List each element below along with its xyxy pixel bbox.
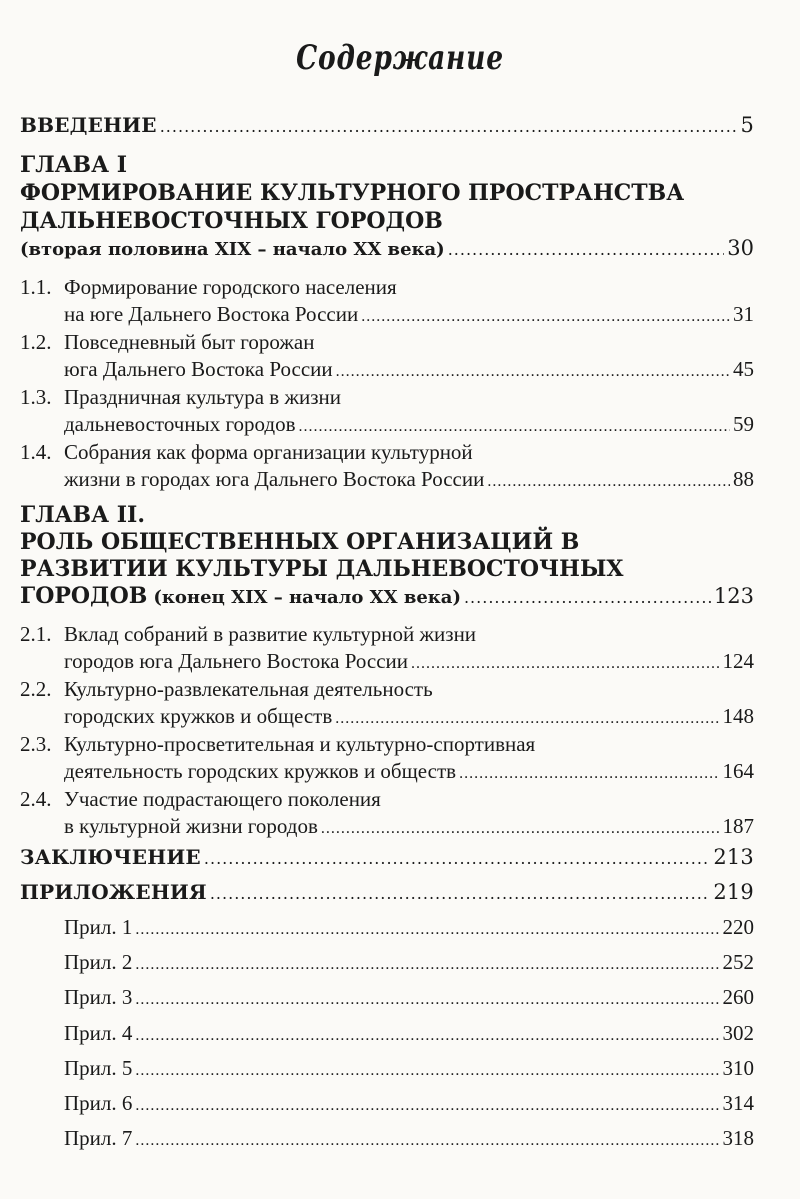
leader-dots <box>135 956 719 974</box>
section-title-line1: Участие подрастающего поколения <box>64 787 381 811</box>
toc-entry-chapter2 <box>20 583 754 609</box>
page-number: 31 <box>733 302 754 326</box>
page-number: 148 <box>722 704 754 728</box>
section-entry <box>64 759 754 784</box>
section-number: 2.1. <box>20 622 52 646</box>
section-2-4-line1 <box>20 787 381 812</box>
appendix-label: Прил. 6 <box>64 1091 133 1115</box>
section-title-line2: городских кружков и обществ <box>64 704 333 728</box>
appendix-item <box>64 1021 754 1046</box>
section-1-1-line1 <box>20 275 397 300</box>
page-number: 260 <box>722 985 754 1010</box>
leader-dots <box>487 473 730 491</box>
leader-dots <box>135 1027 719 1045</box>
leader-dots <box>361 308 730 326</box>
section-number: 1.2. <box>20 330 52 354</box>
leader-dots <box>464 588 711 607</box>
leader-dots <box>459 765 719 783</box>
section-1-3-line1 <box>20 385 341 410</box>
leader-dots <box>135 1132 719 1150</box>
toc-entry-appendices <box>20 880 754 904</box>
page-number: 59 <box>733 412 754 436</box>
page-number: 213 <box>713 845 754 869</box>
section-title-line2: на юге Дальнего Востока России <box>64 302 359 326</box>
toc-entry-chapter1 <box>20 236 754 260</box>
leader-dots <box>160 117 738 136</box>
chapter2-label: ГЛАВА II. <box>20 502 145 528</box>
chapter1-label: ГЛАВА I <box>20 152 128 178</box>
page-number: 302 <box>722 1020 754 1045</box>
page-number: 164 <box>722 759 754 783</box>
toc-entry-intro <box>20 113 754 137</box>
leader-dots <box>210 884 710 903</box>
section-title-line2: деятельность городских кружков и обществ <box>64 759 457 783</box>
chapter1-title-line2: ДАЛЬНЕВОСТОЧНЫХ ГОРОДОВ <box>20 208 443 234</box>
page-number: 252 <box>722 950 754 975</box>
chapter2-period: (конец XIX – начало XX века) <box>153 587 461 608</box>
chapter2-title-line2: РАЗВИТИИ КУЛЬТУРЫ ДАЛЬНЕВОСТОЧНЫХ <box>20 556 624 582</box>
section-number: 2.3. <box>20 732 52 756</box>
section-number: 2.4. <box>20 787 52 811</box>
section-title-line1: Культурно-развлекательная деятельность <box>64 677 433 701</box>
appendix-label: Прил. 3 <box>64 985 133 1010</box>
page-number: 219 <box>713 880 754 904</box>
appendix-item <box>64 1091 754 1116</box>
page-number: 5 <box>740 113 754 137</box>
appendix-item <box>64 1126 754 1151</box>
entry-label: ПРИЛОЖЕНИЯ <box>20 880 207 904</box>
appendix-item <box>64 1056 754 1081</box>
leader-dots <box>135 991 719 1009</box>
section-title-line1: Вклад собраний в развитие культурной жизни <box>64 622 477 646</box>
page-number: 220 <box>722 915 754 939</box>
section-entry <box>64 704 754 729</box>
section-title-line2: жизни в городах юга Дальнего Востока России <box>64 467 485 491</box>
section-title-line2: городов юга Дальнего Востока России <box>64 649 408 673</box>
chapter1-period: (вторая половина XIX – начало XX века) <box>20 239 445 260</box>
chapter2-title-line3: ГОРОДОВ <box>20 583 148 609</box>
section-number: 1.1. <box>20 275 52 299</box>
section-entry <box>64 814 754 839</box>
page-number: 187 <box>722 814 754 838</box>
appendix-label: Прил. 1 <box>64 915 133 939</box>
appendix-item <box>64 950 754 975</box>
appendix-label: Прил. 2 <box>64 950 133 975</box>
leader-dots <box>335 710 719 728</box>
appendix-label: Прил. 4 <box>64 1020 133 1045</box>
toc-entry-conclusion <box>20 845 754 869</box>
section-title-line2: в культурной жизни городов <box>64 814 318 838</box>
leader-dots <box>204 849 710 868</box>
section-2-3-line1 <box>20 732 535 757</box>
section-title-line2: дальневосточных городов <box>64 412 296 436</box>
section-1-2-line1 <box>20 330 314 355</box>
section-title-line1: Формирование городского населения <box>64 275 397 299</box>
leader-dots <box>135 1097 719 1115</box>
page-number: 123 <box>713 584 754 608</box>
leader-dots <box>411 655 720 673</box>
chapter1-title-line1: ФОРМИРОВАНИЕ КУЛЬТУРНОГО ПРОСТРАНСТВА <box>20 180 685 206</box>
appendix-label: Прил. 5 <box>64 1055 133 1080</box>
page-number: 45 <box>733 357 754 381</box>
leader-dots <box>321 820 720 838</box>
page-number: 314 <box>722 1091 754 1115</box>
section-1-4-line1 <box>20 440 473 465</box>
appendix-label: Прил. 7 <box>64 1126 133 1151</box>
page-number: 88 <box>733 467 754 491</box>
section-title-line1: Собрания как форма организации культурной <box>64 440 473 464</box>
section-entry <box>64 649 754 674</box>
leader-dots <box>336 363 730 381</box>
appendix-item <box>64 915 754 940</box>
leader-dots <box>448 240 725 259</box>
section-2-2-line1 <box>20 677 433 702</box>
section-number: 2.2. <box>20 677 52 701</box>
page-number: 30 <box>727 236 754 260</box>
leader-dots <box>135 921 719 939</box>
section-entry <box>64 302 754 327</box>
page-number: 124 <box>722 649 754 673</box>
section-entry <box>64 357 754 382</box>
section-title-line2: юга Дальнего Востока России <box>64 357 333 381</box>
leader-dots <box>135 1062 719 1080</box>
page-number: 318 <box>722 1126 754 1151</box>
section-title-line1: Праздничная культура в жизни <box>64 385 341 409</box>
section-entry <box>64 467 754 492</box>
page-number: 310 <box>722 1055 754 1080</box>
section-number: 1.3. <box>20 385 52 409</box>
entry-label: ВВЕДЕНИЕ <box>20 113 157 137</box>
chapter2-title-line1: РОЛЬ ОБЩЕСТВЕННЫХ ОРГАНИЗАЦИЙ В <box>20 529 580 555</box>
leader-dots <box>299 418 730 436</box>
section-entry <box>64 412 754 437</box>
section-2-1-line1 <box>20 622 476 647</box>
page-title: Содержание <box>296 38 504 78</box>
entry-label: ЗАКЛЮЧЕНИЕ <box>20 845 201 869</box>
section-number: 1.4. <box>20 440 52 464</box>
appendix-item <box>64 985 754 1010</box>
section-title-line1: Культурно-просветительная и культурно-спортивная <box>64 732 536 756</box>
section-title-line1: Повседневный быт горожан <box>64 330 315 354</box>
